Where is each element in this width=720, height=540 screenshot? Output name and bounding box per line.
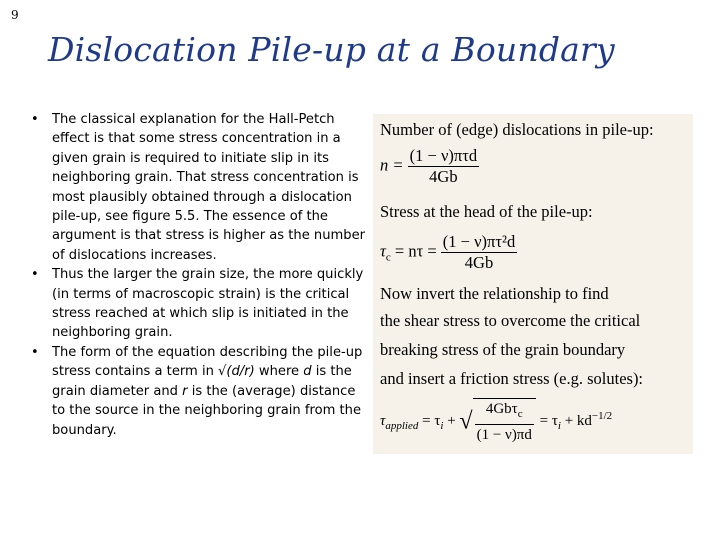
variable-d: d	[303, 364, 312, 380]
equation-applied-stress	[380, 398, 612, 445]
bullet-text: is the (average) distance to the source in the neighboring grain from the boundary.	[52, 383, 362, 438]
fraction-numerator: (1 − ν)πτ²d	[442, 232, 516, 251]
equation-subscript: i	[557, 419, 561, 432]
formula-text: breaking stress of the grain boundary	[380, 340, 626, 359]
bullet-text: is the grain diameter and	[52, 364, 352, 399]
sqrt-icon: √	[459, 408, 473, 435]
equation-mid: = τ	[539, 412, 558, 429]
formula-heading: Stress at the head of the pile-up:	[380, 202, 593, 221]
formula-text: Now invert the relationship to find	[380, 284, 609, 303]
equation-subscript: i	[440, 419, 444, 432]
fraction	[408, 146, 479, 187]
sqrt-term: √(d/r)	[218, 364, 255, 380]
fraction	[475, 399, 534, 445]
fraction-denominator: 4Gb	[429, 167, 458, 186]
equation-pileup-stress	[380, 232, 517, 273]
bullet-list	[30, 110, 365, 440]
equation-mid: = τ	[418, 412, 441, 429]
sqrt-radicand	[473, 398, 536, 445]
bullet-dot-icon: •	[31, 344, 39, 360]
equation-lhs: n =	[380, 155, 404, 175]
equation-lhs: τ	[380, 241, 386, 261]
bullet-item	[30, 265, 365, 343]
bullet-text: Thus the larger the grain size, the more quickly (in terms of macroscopic strain) is the critical stress reached at which slip is initiated in the neighboring grain.	[52, 267, 364, 341]
formula-text: the shear stress to overcome the critical	[380, 311, 641, 330]
formula-heading: Number of (edge) dislocations in pile-up:	[380, 120, 654, 139]
slide-number: 9	[11, 8, 19, 22]
numerator-text: 4Gbτ	[485, 401, 518, 417]
equation-rhs: + kd	[560, 412, 592, 429]
variable-r: r	[182, 383, 188, 399]
fraction	[441, 232, 517, 273]
bullet-text: The classical explanation for the Hall-Petch effect is that some stress concentration in a given grain is required to initiate slip in its neighboring grain. That stress concentration is most plausibly obtained through a dislocation pile-up, see figure 5.5. The essence of the argument is that stress is higher as the number of dislocations increases.	[52, 112, 366, 263]
equation-subscript: applied	[385, 419, 419, 432]
bullet-item	[30, 343, 365, 440]
bullet-item	[30, 110, 365, 265]
fraction-numerator	[475, 399, 534, 425]
equation-superscript: −1/2	[591, 409, 613, 422]
bullet-text: The form of the equation describing the pile-up stress contains a term in	[52, 344, 363, 380]
equation-dislocation-count	[380, 146, 479, 187]
equation-mid: = nτ =	[390, 241, 437, 261]
bullet-text: where	[254, 364, 304, 380]
sqrt-radical	[459, 398, 535, 445]
equation-subscript: c	[385, 251, 391, 264]
formula-text: and insert a friction stress (e.g. solutes):	[380, 369, 644, 388]
equation-subscript: c	[517, 408, 523, 420]
equation-plus: +	[443, 412, 460, 429]
slide-title: Dislocation Pile-up at a Boundary	[48, 30, 615, 69]
fraction-numerator: (1 − ν)πτd	[409, 146, 478, 165]
equation-lhs: τ	[380, 412, 386, 429]
bullet-dot-icon: •	[31, 267, 39, 283]
fraction-denominator: (1 − ν)πd	[476, 427, 532, 443]
bullet-dot-icon: •	[31, 112, 39, 127]
fraction-denominator: 4Gb	[464, 253, 494, 272]
